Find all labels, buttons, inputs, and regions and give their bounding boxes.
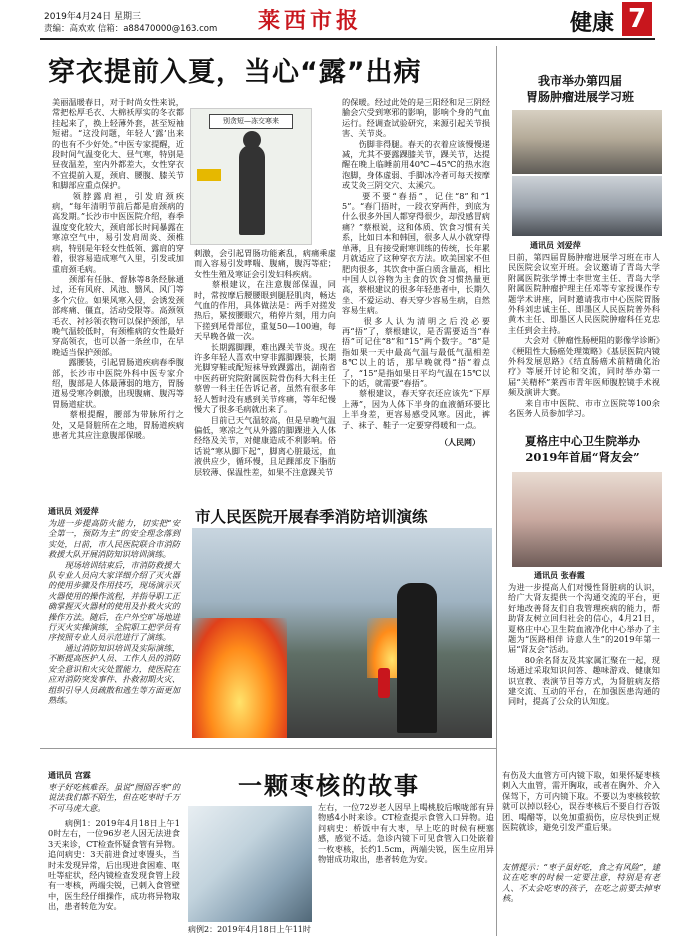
- sidebar-top-title-line2: 胃肠肿瘤进展学习班: [525, 90, 634, 104]
- main-article-source: （人民网）: [440, 437, 480, 447]
- jujube-col3: 有伤及大血管方可内镜下取，如果怀疑枣核刺入大血管，需开胸取，或者在胸外、介入保驾下，方可内镜下取。不要以为枣核较软就可以掉以轻心，误吞枣核后不要自行吞饭团、喝醋等，以免加重损伤，应尽快到正规医院就诊，避免引发严重后果。: [502, 770, 660, 833]
- main-article-col2: 的保暖。经过此处的是三阳经和足三阴经腧会穴受到寒邪的影响，影响个身的气血运行。经调查试验研究，来源引起关节损害、关节炎。 伤脚非得腿。春天的衣着应该慢慢递减，尤其不要露踝膝关节，踝关节，达提醒在晚上临睡前用40℃~45℃的热水泡泡脚，身体虚弱、手脚冰冷者可每天按摩或艾灸三阴交穴、太溪穴。 要不要“春捂”，记住“8”和“15”。“春门捂时，一段衣穿两件，到底为什么很多外国人都穿得很少，却没感冒病痛？”蔡根说，这和体质、饮食习惯有关系，比如日本和韩国，很多人从小就穿得单薄，且有接受耐寒训练的传统，长年累月就适应了这种穿衣方法。欧美国家不但肥肉很多，其饮食中蛋白质含量高，相比中国人以谷物为主食的饮食习惯热量更高，蔡根建议的很多年轻患者中，长期久坐、不爱运动、春天穿少容易生病，自然容易生病。 很多人认为清明之后没必要再“捂”了，蔡根建议，是否需要适当“春捂”可记住“8”和“15”两个数字。“8”是指如果一天中最高气温与最低气温相差8℃以上的话，那早晚就得“捂”着点了，“15”是指如果日平均气温在15℃以下的话，就需要“春捂”。 蔡根建议，春天穿衣还应该先“下厚上薄”，因为人体下半身的血液循环要比上半身差，更容易感受风寒。因此，裤子、袜子、鞋子一定要穿得暖和一点。: [342, 97, 490, 430]
- firefighter-figure: [397, 583, 437, 733]
- header: [0, 0, 675, 38]
- sidebar-top-title-line1: 我市举办第四届: [537, 74, 622, 88]
- figure-head: [243, 131, 261, 149]
- jujube-col1: 病例1：2019年4月18日上午10时左右，一位96岁老人因无法进食3天来诊，CT检查怀疑食管有异物。追问病史：3天前进食过枣馒头，当时未发现异常，后出现进食困难、呕吐等症状，经内镜检查发现食管上段有一枣核，两端尖锐，已刺入食管壁中，医生经仔细操作，成功将异物取出，患者转危为安。: [48, 818, 180, 912]
- fire-byline: 通讯员 刘爱萍: [48, 506, 99, 516]
- header-rule: [40, 38, 655, 40]
- sidebar-top-photo: [512, 110, 662, 174]
- sidebar-bottom-title-line1: 夏格庄中心卫生院举办: [525, 434, 640, 448]
- main-illustration: [190, 108, 312, 245]
- signpost-icon: [197, 169, 221, 181]
- section-title: 健康: [570, 11, 615, 36]
- sidebar-top-photo-2: [512, 176, 662, 236]
- date-line: 2019年4月24日 星期三: [44, 12, 141, 22]
- jujube-photo: [188, 806, 312, 922]
- fire-headline: 市人民医院开展春季消防培训演练: [195, 508, 428, 526]
- figure-silhouette: [239, 145, 265, 235]
- main-headline: 穿衣提前入夏，当心“露”出病: [48, 57, 422, 88]
- illustration-caption-box: [209, 114, 293, 129]
- masthead: 莱西市报: [258, 8, 363, 34]
- column-divider: [496, 46, 497, 936]
- jujube-headline: 一颗枣核的故事: [238, 772, 420, 800]
- jujube-byline: 通讯员 宫霖: [48, 770, 91, 780]
- illustration-caption: 别贪短—冻交寒来: [223, 117, 279, 125]
- sidebar-bottom-title-line2: 2019年首届“肾友会”: [525, 450, 640, 464]
- extinguisher-icon: [378, 668, 390, 698]
- fire-drill-photo: [192, 528, 492, 738]
- flame-left: [192, 618, 287, 738]
- jujube-photo-caption: 病例2：2019年4月18日上午11时: [188, 925, 311, 934]
- editor-line: 责编：高欢欢 信箱：a88470000@163.com: [44, 24, 218, 34]
- page-number: 7: [627, 4, 647, 34]
- fire-body: 为进一步提高防火能力，切实把“安全第一，预防为主”的安全理念落到实处，日前，市人民医院联合市消防救援大队开展消防知识培训演练。 现场培训结束后，市消防救援大队专业人员向大家详细介绍了灭火器的使用步骤及作用技巧，现场演示灭火器使用的操作流程，并指导职工正确掌握灭火器材的使用及扑救火灾的操作方法。随后，在户外空旷场地进行灭火实操演练，全院职工把学员有序按照专业人员示范进行了演练。 通过消防知识培训及实际演练，不断提高医护人员、工作人员的消防安全意识和火灾处置能力，使医院在应对消防突发事件、扑救初期火灾、组织引导人员疏散和逃生等方面更加熟练。: [48, 518, 180, 705]
- jujube-tip: 友情提示：“枣子虽好吃，食之有风险”，建议在吃枣的时候一定要注意，特别是有老人、不太会吃枣的孩子，在吃之前要去掉枣核。: [502, 862, 660, 904]
- main-article-col-mid: 刺激，会引起胃肠功能紊乱，病痛乘虚而入容易引发哮喘、腹痛，腹泻等症；女性生殖及寒证会引发妇科疾病。 蔡根建议，在注意腹部保温，同时，常按摩后腰腰眼到腿胫肌肉，畅达气血的作用，具体做法是：两手对搓发热后，紧按腰眼穴，稍停片刻，用力向下搓到尾骨部位，重复50—100遍，每天早晚各做一次。 长期露脚踝，难出踝关节炎。现在许多年轻人喜欢中穿非露脚踝装，长期光脚穿鞋或配短袜导致踝露出，湖南省中医药研究院附属医院骨伤科大科主任蔡曾一科主任告诉记者，虽然有很多年轻人暂时没有感到关节疼痛，等年纪慢慢大了很多毛病就出来了。 目前已天气温较高，但是早晚气温偏低，寒凉之气从外露的脚踝进入人体经络及关节，对健康造成不利影响。俗话说“寒从脚下起”，脚离心脏最远，血液供应少，循环慢，且足踝部皮下脂肪层较薄、保温性差，如果不注意踝关节: [194, 248, 336, 477]
- sidebar-bottom-photo: [512, 472, 662, 567]
- sidebar-top-body: 日前，第四届胃肠肿瘤进展学习班在市人民医院会议室开班。会议邀请了青岛大学附属医院张学博士李世宽主任、青岛大学附属医院肿瘤护理主任邓等专家授课作专题学术讲座，同时邀请我市中心医院胃肠外科刘忠诚主任、即墨区人民医院普外科黄木主任、即墨区人民医院肿瘤科任克忠主任到会主持。 大会对《肿瘤性肠梗阻的影像学诊断》《梗阻性大肠癌处理策略》《基层医院内镜外科发展思路》《结直肠癌术前精确化治疗》等展开讨论和交流，同时举办第一届“关精杯”莱西市青年医师腹腔镜手术视频及演讲大赛。 来自市中医院、市市立医院等100余名医务人员参加学习。: [508, 252, 660, 419]
- sidebar-bottom-byline: 通讯员 张春霞: [534, 570, 585, 580]
- main-article-col1: 美丽温暖春日，对于时尚女性来说，常把松厚毛衣、大棉袄厚实的冬衣都挂起来了，换上轻薄外套，甚至短袖短裙。“这没问题，年轻人‘露’出来的也有不少好处。”中医专家提醒，近段时间气温变化大、昼气寒，特别是昼夜温差，室内外都差大，女性穿衣不宜提前入夏，颈肩、腰腹、膝关节和脚部应重点保护。 领脖露肩袒，引发肩颈疾病，“每年清明节前后都是肩颈病的高发期。”长沙市中医医院介绍，春季温度变化较大，颈肩部长时间暴露在寒凉空气中，易引发肩周炎、颈椎病，特别是年轻女性低领、露肩的穿着，很容易造成寒气入里，引发或加重肩颈毛病。 颈部有任脉、督脉等8条经脉通过，还有风府、风池、翳风、风门等多个穴位。如果风寒入侵，会诱发颈部疼痛、僵直，活动受限等。高颈领毛衣、衬衫领衣物可以保护颈部，早晚气温较低时，有颈椎病的女性最好穿高领衣，也可以备一条丝巾，在早晚适当保护颈部。 露腰装，引起胃肠道疾病春季腹部，长沙市中医院外科中医专家介绍，腹部是人体最薄弱的地方，胃肠道易受寒冷刺激，出现腹痛、腹泻等胃肠道症状。 蔡根提醒，腰部为带脉所行之处，又是肾脏所在之地，胃肠道疾病患者尤其应注意腹部保暖。: [52, 97, 184, 440]
- jujube-col2: 左右，一位72岁老人因早上喝桃胶后喉咙部有异物感4小时来诊。CT检查提示食管入口异物。追问病史：桥饭中有大枣，早上吃的时候有梗塞感，感觉不适。急诊内镜下可见食管入口处嵌着一枚枣核，长约1.5cm，两端尖锐，医生应用异物钳成功取出，患者转危为安。: [318, 802, 494, 865]
- sidebar-bottom-body: 为进一步提高人们对慢性肾脏病的认识，给广大肾友提供一个沟通交流的平台，更好地改善肾友们自我管理疾病的能力，帮助肾友树立回归社会的信心，4月21日，夏格庄中心卫生院血液净化中心举办了主题为“医路相伴 诗意人生”的2019年第一届“肾友会”活动。 80余名肾友及其家属汇聚在一起，现场通过采取知识问答、趣味游戏、健康知识宣教、表演节目等方式，为肾脏病友搭建交流、互动的平台，在加强医患沟通的同时，提高了公众的认知度。: [508, 582, 660, 707]
- section-divider: [40, 748, 496, 749]
- sidebar-top-byline: 通讯员 刘爱萍: [530, 240, 581, 250]
- page-number-badge: [622, 2, 652, 36]
- jujube-intro: 枣子好吃核难吞。虽说“囫囵吞枣”的说法我们都不陌生，但在吃枣时千万不可马虎大意。: [48, 782, 180, 813]
